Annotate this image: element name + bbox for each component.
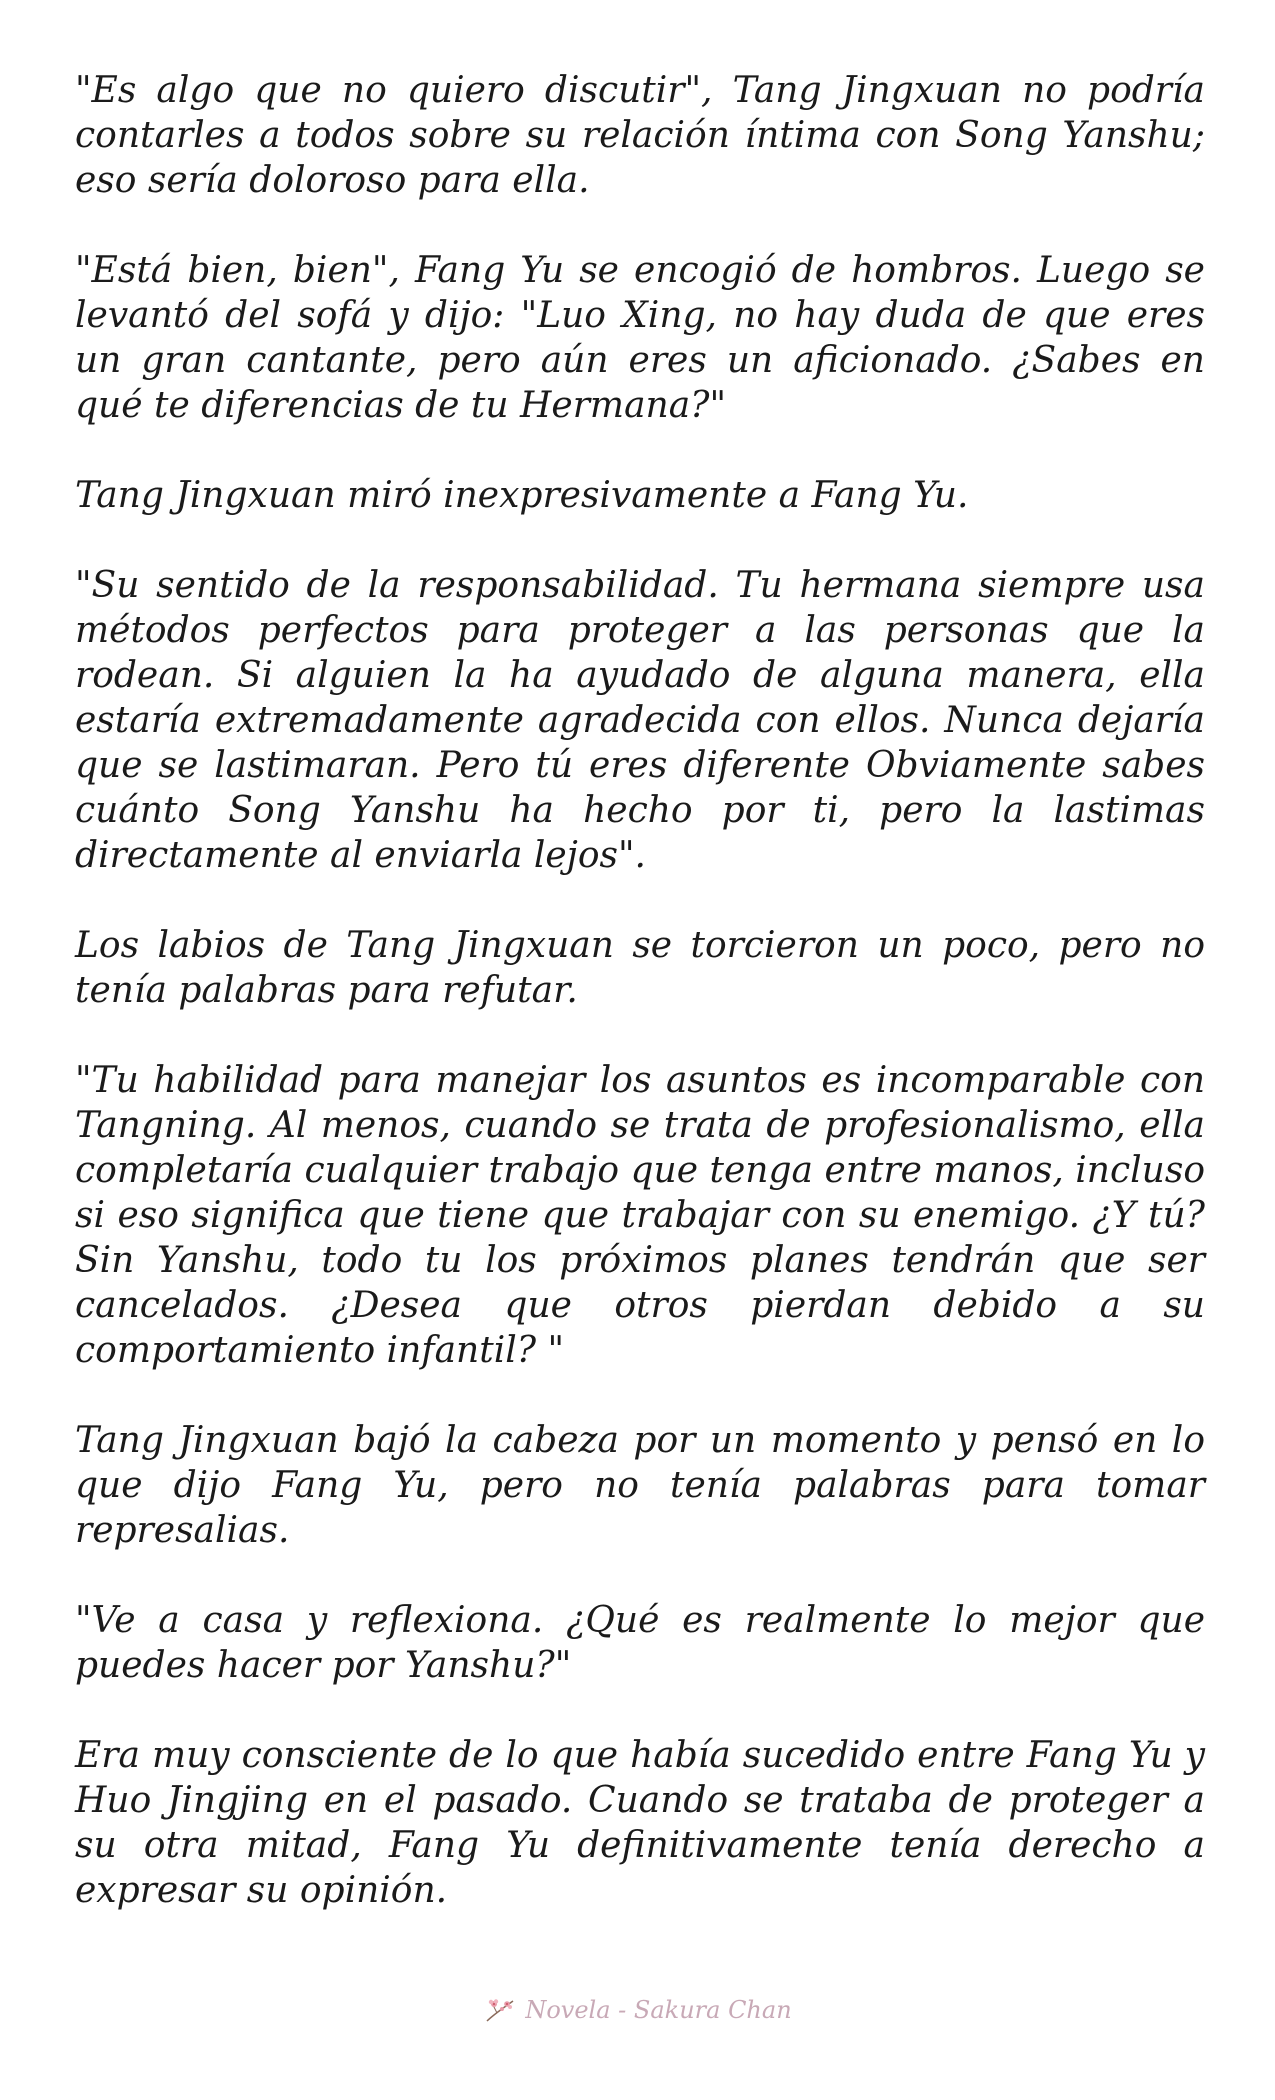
paragraph: "Su sentido de la responsabilidad. Tu hermana siempre usa métodos perfectos para proteger a las personas que la rodean. Si alguien la ha ayudado de alguna manera, ella estaría extremadamente agradecida con ellos. Nunca dejaría que se lastimaran. Pero tú eres diferente Obviamente sabes cuánto Song Yanshu ha hecho por ti, pero la lastimas directamente al enviarla lejos". [75,565,1205,876]
footer-watermark [0,1990,1275,2030]
paragraph: Los labios de Tang Jingxuan se torcieron un poco, pero no tenía palabras para refutar. [75,925,1205,1011]
cherry-blossom-icon [483,1995,517,2025]
paragraph: Tang Jingxuan bajó la cabeza por un momento y pensó en lo que dijo Fang Yu, pero no tenía palabras para tomar represalias. [75,1420,1205,1551]
paragraph: Era muy consciente de lo que había sucedido entre Fang Yu y Huo Jingjing en el pasado. Cuando se trataba de proteger a su otra mitad, Fang Yu definitivamente tenía derecho a expresar su opinión. [75,1735,1205,1911]
paragraph: "Es algo que no quiero discutir", Tang Jingxuan no podría contarles a todos sobre su relación íntima con Song Yanshu; eso sería doloroso para ella. [75,70,1205,201]
paragraph: "Tu habilidad para manejar los asuntos es incomparable con Tangning. Al menos, cuando se trata de profesionalismo, ella completaría cualquier trabajo que tenga entre manos, incluso si eso significa que tiene que trabajar con su enemigo. ¿Y tú? Sin Yanshu, todo tu los próximos planes tendrán que ser cancelados. ¿Desea que otros pierdan debido a su comportamiento infantil? " [75,1060,1205,1371]
story-text [75,68,1205,1958]
paragraph: Tang Jingxuan miró inexpresivamente a Fang Yu. [75,475,969,516]
paragraph: "Ve a casa y reflexiona. ¿Qué es realmente lo mejor que puedes hacer por Yanshu?" [75,1600,1205,1686]
paragraph: "Está bien, bien", Fang Yu se encogió de hombros. Luego se levantó del sofá y dijo: "Luo Xing, no hay duda de que eres un gran cantante, pero aún eres un aficionado. ¿Sabes en qué te diferencias de tu Hermana?" [75,250,1205,426]
footer-credit: Novela - Sakura Chan [525,1996,792,2024]
